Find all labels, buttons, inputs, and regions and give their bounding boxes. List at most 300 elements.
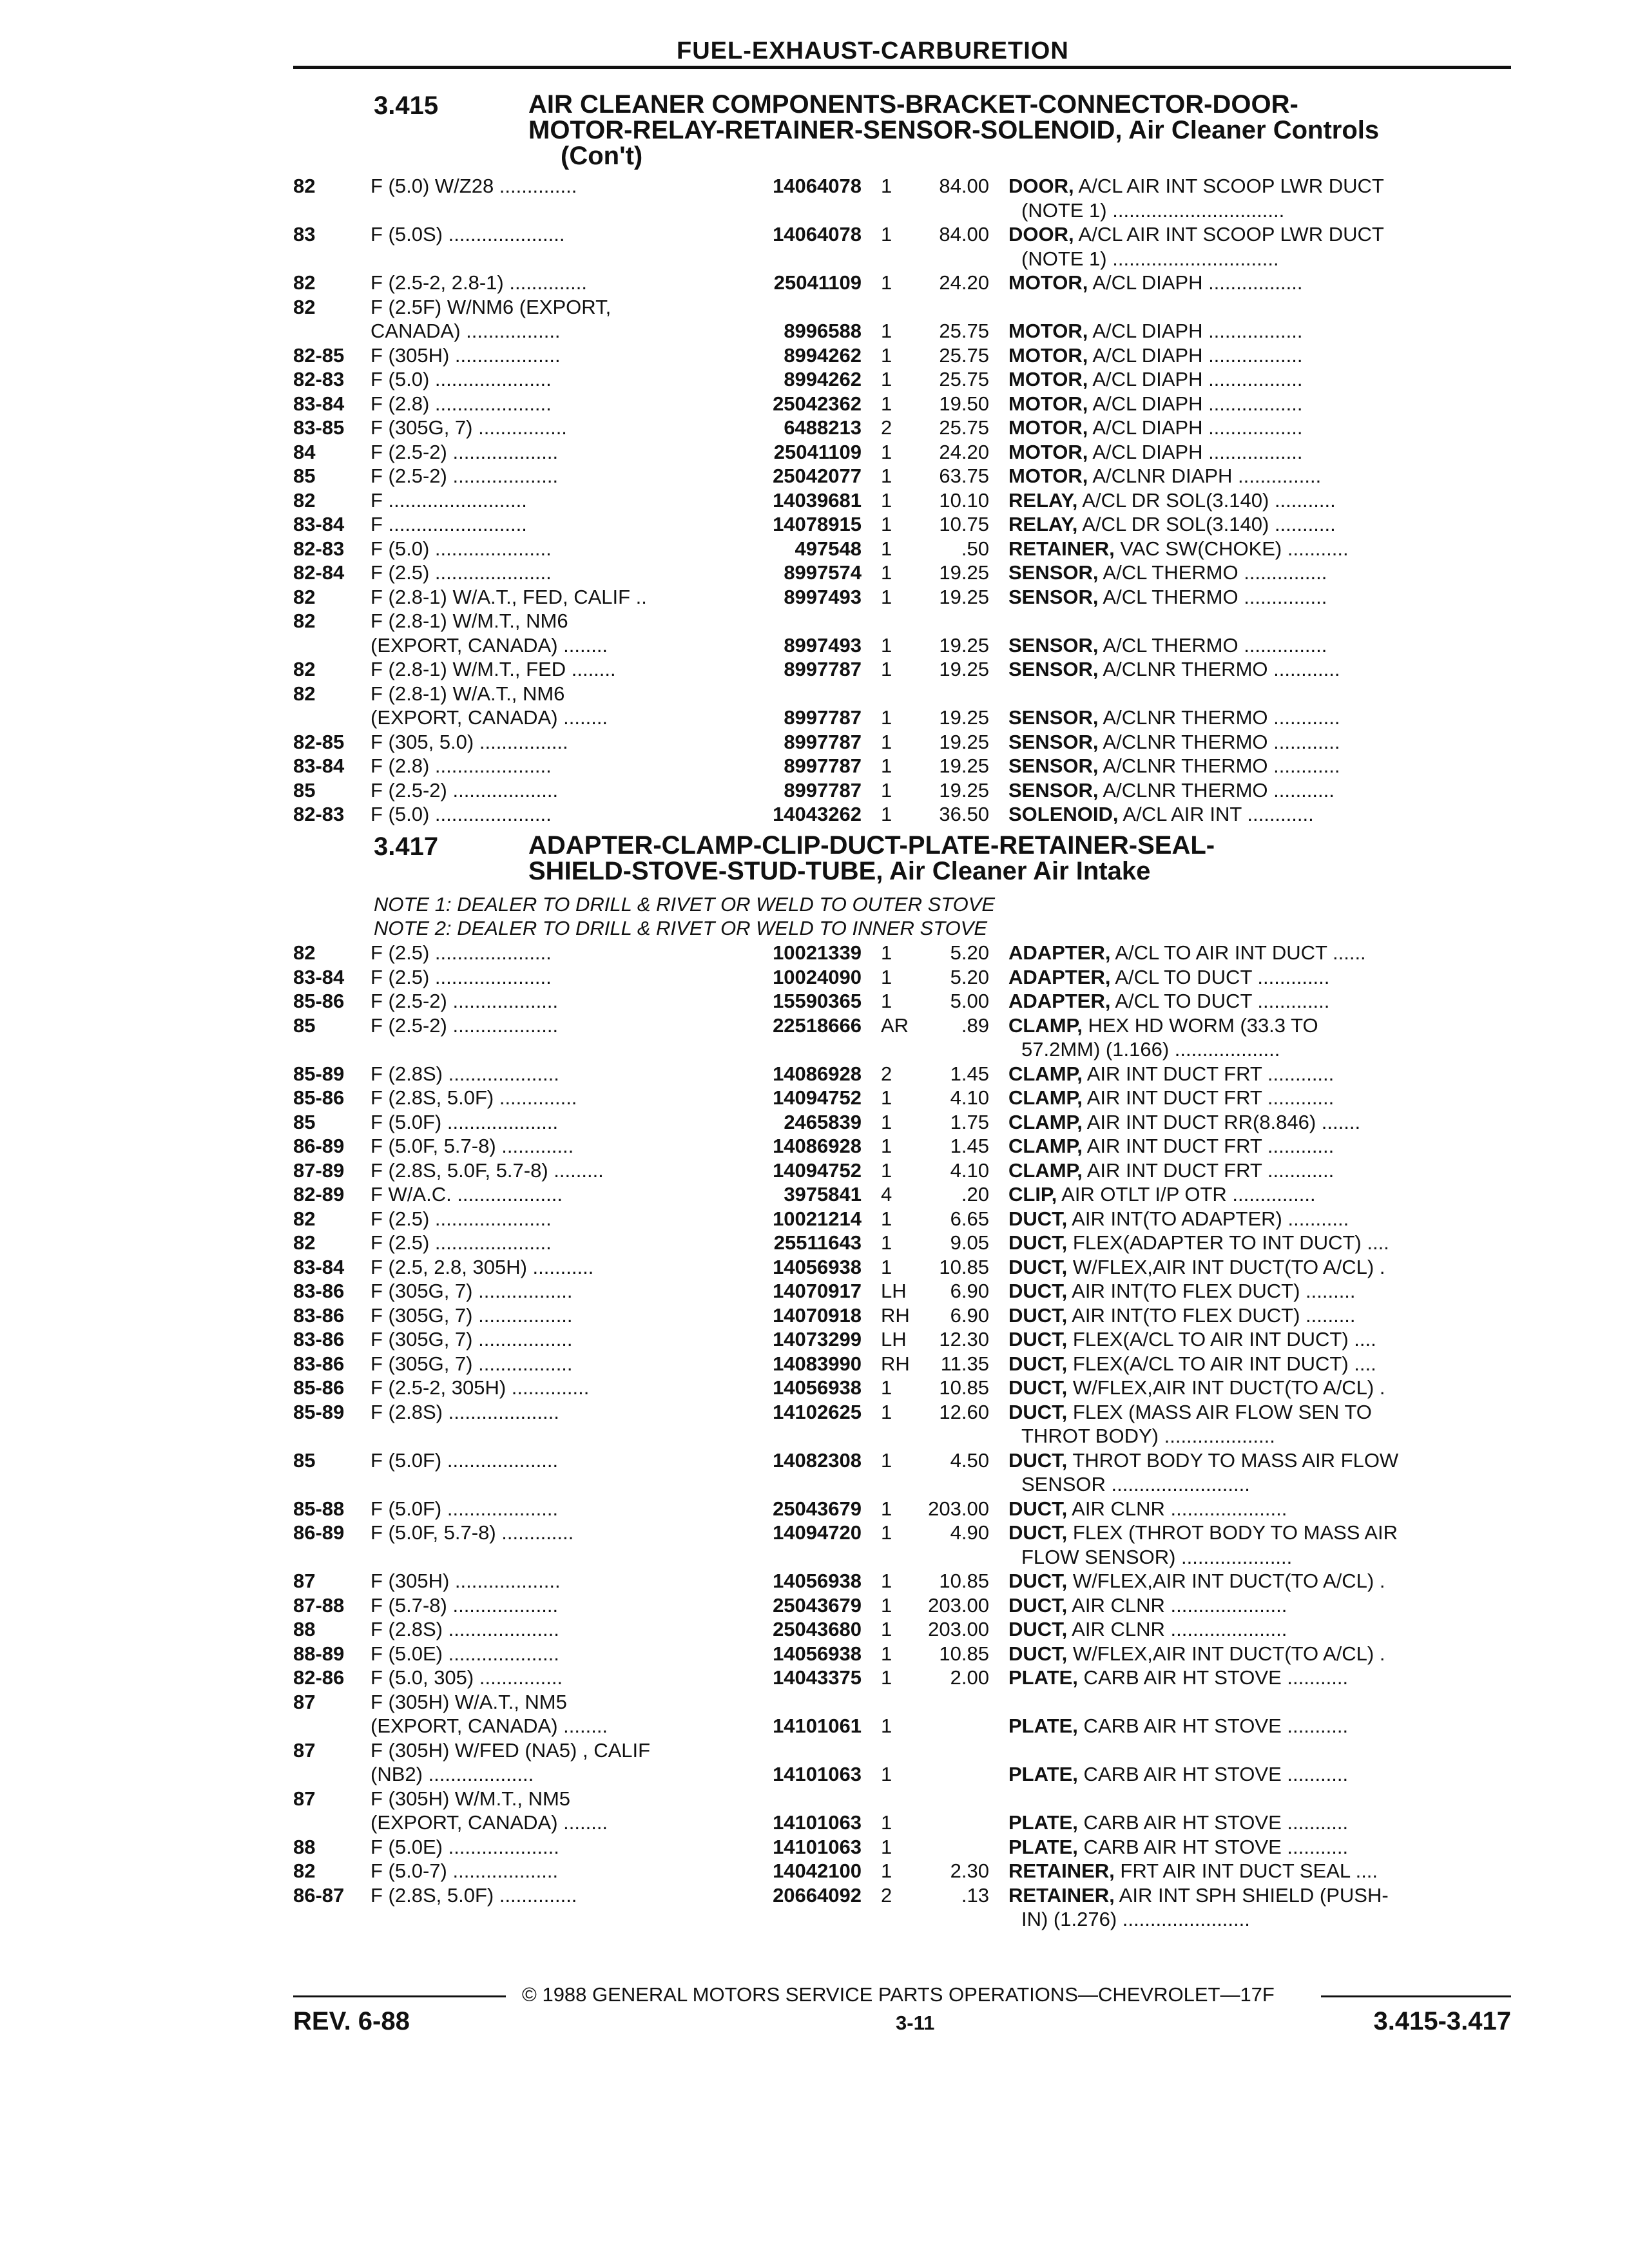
model-application: F (5.0-7) ................... xyxy=(371,1860,559,1882)
price: 25.75 xyxy=(939,320,989,342)
part-number: 14056938 xyxy=(773,1570,862,1592)
quantity: 1 xyxy=(881,803,892,825)
price: 4.50 xyxy=(950,1448,989,1472)
year-range: 83-86 xyxy=(293,1303,345,1327)
description xyxy=(1002,1811,1505,1835)
description xyxy=(1002,1134,1505,1158)
part-number: 25043679 xyxy=(773,1593,862,1617)
table-row xyxy=(293,1182,1511,1207)
price: 24.20 xyxy=(939,440,989,463)
year-range: 83-85 xyxy=(293,416,345,439)
part-number: 14070917 xyxy=(773,1280,862,1302)
quantity: 1 xyxy=(881,633,892,657)
description xyxy=(1002,1593,1505,1618)
quantity: 1 xyxy=(881,1376,892,1399)
part-number: 14082308 xyxy=(773,1448,862,1472)
description xyxy=(1002,1714,1505,1738)
table-row xyxy=(293,367,1511,392)
model-application: F (5.0) ..................... xyxy=(371,368,552,390)
model-application: F (5.0F, 5.7-8) ............. xyxy=(371,1135,574,1157)
part-number: 25511643 xyxy=(773,1231,862,1254)
description-keyword: RETAINER, xyxy=(1008,537,1115,560)
quantity xyxy=(867,1472,905,1497)
description xyxy=(1002,392,1505,416)
table-row xyxy=(293,392,1511,416)
model-application: F (5.0) ..................... xyxy=(371,537,552,560)
quantity: 1 xyxy=(881,440,892,463)
description-text: AIR INT DUCT FRT ............ xyxy=(1082,1062,1335,1085)
description xyxy=(1002,1014,1505,1038)
price xyxy=(905,1811,1002,1835)
model-application: F (5.7-8) ................... xyxy=(371,1593,559,1617)
price xyxy=(905,1424,1002,1448)
part-number: 14042100 xyxy=(773,1860,862,1882)
description-text: FLEX(ADAPTER TO INT DUCT) .... xyxy=(1067,1231,1389,1254)
table-row xyxy=(293,343,1511,368)
table-row xyxy=(293,1883,1511,1908)
quantity: 1 xyxy=(881,1135,892,1157)
price: 6.90 xyxy=(950,1303,989,1327)
year-range xyxy=(293,1907,371,1932)
year-range: 87-88 xyxy=(293,1593,345,1617)
description xyxy=(1002,1207,1505,1231)
table-row xyxy=(293,585,1511,610)
quantity: 2 xyxy=(881,416,892,439)
description-keyword: PLATE, xyxy=(1008,1811,1078,1834)
price: 11.35 xyxy=(940,1352,989,1375)
description-text: A/CL AIR INT ............ xyxy=(1118,803,1314,825)
quantity: 1 xyxy=(881,1715,892,1737)
description xyxy=(1002,416,1505,440)
description-text: A/CL TO DUCT ............. xyxy=(1110,965,1330,988)
model-application: F (2.8-1) W/A.T., NM6 xyxy=(371,682,565,705)
quantity: 1 xyxy=(881,320,892,342)
description xyxy=(1002,1883,1505,1908)
description xyxy=(1002,1158,1505,1183)
year-range: 82-84 xyxy=(293,561,345,584)
part-number: 14086928 xyxy=(773,1135,862,1157)
section-title xyxy=(528,832,1508,884)
description-text: 57.2MM) (1.166) ................... xyxy=(1021,1038,1280,1061)
description-keyword: SOLENOID, xyxy=(1008,803,1119,825)
description-text: VAC SW(CHOKE) ........... xyxy=(1114,537,1349,560)
description-text: A/CL DIAPH ................. xyxy=(1088,416,1303,439)
year-range xyxy=(293,1545,371,1570)
part-number: 25043679 xyxy=(773,1497,862,1520)
year-range: 85-89 xyxy=(293,1400,345,1423)
quantity: LH xyxy=(881,1280,907,1302)
year-range: 88 xyxy=(293,1618,316,1640)
price: 19.25 xyxy=(939,706,989,729)
year-range: 82 xyxy=(293,658,316,680)
year-range: 86-89 xyxy=(293,1135,345,1157)
part-number: 14094752 xyxy=(773,1086,862,1109)
model-application: F W/A.C. ................... xyxy=(371,1183,563,1206)
model-application: F (2.8S) .................... xyxy=(371,1400,559,1423)
table-row xyxy=(293,222,1511,247)
price xyxy=(905,198,1002,223)
note-2: NOTE 2: DEALER TO DRILL & RIVET OR WELD TO INNER STOVE xyxy=(374,917,988,939)
year-range: 85-88 xyxy=(293,1497,345,1520)
price xyxy=(905,1472,1002,1497)
price xyxy=(905,295,1002,320)
description-keyword: MOTOR, xyxy=(1008,392,1088,415)
table-row xyxy=(293,198,1511,223)
model-application: F ......................... xyxy=(371,513,527,535)
description-text: AIR CLNR ..................... xyxy=(1067,1618,1287,1640)
quantity: 1 xyxy=(881,1618,892,1640)
year-range: 83-86 xyxy=(293,1328,345,1350)
part-number: 8997787 xyxy=(784,754,862,777)
description xyxy=(1002,754,1505,778)
table-row xyxy=(293,706,1511,730)
model-application: F (2.5) ..................... xyxy=(371,561,552,584)
description-keyword: RETAINER, xyxy=(1008,1860,1115,1882)
section-title-line1: ADAPTER-CLAMP-CLIP-DUCT-PLATE-RETAINER-SEAL- xyxy=(528,831,1215,860)
price: 4.10 xyxy=(950,1086,989,1109)
description-text: A/CL DIAPH ................. xyxy=(1088,320,1303,342)
description-text: IN) (1.276) ....................... xyxy=(1021,1908,1250,1930)
description-text: A/CLNR THERMO ........... xyxy=(1098,778,1335,802)
quantity: 1 xyxy=(881,754,892,777)
price: 4.10 xyxy=(950,1158,989,1182)
price: 10.85 xyxy=(939,1255,989,1278)
model-application: F (2.8S) .................... xyxy=(371,1062,559,1085)
description-keyword: MOTOR, xyxy=(1008,368,1088,390)
model-application: F (2.5) ..................... xyxy=(371,965,552,988)
description xyxy=(1002,965,1505,990)
year-range xyxy=(293,247,371,271)
part-number xyxy=(731,1424,867,1448)
description-keyword: DUCT, xyxy=(1008,1231,1068,1254)
price: 10.85 xyxy=(939,1376,989,1399)
year-range: 87 xyxy=(293,1787,316,1810)
page-section-range: 3.415-3.417 xyxy=(1373,2007,1511,2035)
description-text: FLEX (MASS AIR FLOW SEN TO xyxy=(1067,1400,1372,1423)
description-text: A/CL DIAPH ................. xyxy=(1088,368,1303,390)
price xyxy=(905,1835,1002,1860)
description xyxy=(1002,1062,1505,1086)
part-number: 3975841 xyxy=(784,1183,862,1206)
model-application: F (5.0) ..................... xyxy=(371,803,552,825)
table-row xyxy=(293,1376,1511,1400)
quantity xyxy=(867,247,905,271)
year-range: 82-85 xyxy=(293,343,345,367)
table-row xyxy=(293,440,1511,465)
table-row xyxy=(293,1593,1511,1618)
table-row xyxy=(293,1811,1511,1835)
part-number xyxy=(731,295,867,320)
price: 9.05 xyxy=(950,1231,989,1254)
table-row xyxy=(293,989,1511,1014)
part-number xyxy=(731,1545,867,1570)
table-row xyxy=(293,1448,1511,1473)
year-range: 87 xyxy=(293,1570,316,1592)
description-text: FLEX (THROT BODY TO MASS AIR xyxy=(1067,1521,1398,1544)
footer-rule-right xyxy=(1321,1995,1511,1997)
quantity: 1 xyxy=(881,223,892,245)
part-number: 6488213 xyxy=(784,416,862,439)
description-keyword: CLAMP, xyxy=(1008,1086,1083,1109)
table-row xyxy=(293,1666,1511,1690)
model-application: F (305G, 7) ................. xyxy=(371,1328,573,1350)
price: 10.10 xyxy=(939,488,989,512)
copyright-notice: © 1988 GENERAL MOTORS SERVICE PARTS OPERATIONS—CHEVROLET—17F xyxy=(522,1983,1275,2006)
description xyxy=(1002,1110,1505,1135)
quantity: 1 xyxy=(881,271,892,294)
price: 84.00 xyxy=(939,175,989,197)
table-row xyxy=(293,1327,1511,1352)
price: 19.25 xyxy=(939,778,989,802)
description-text: A/CL THERMO ............... xyxy=(1098,633,1327,657)
description xyxy=(1002,1255,1505,1280)
price xyxy=(905,609,1002,633)
description-text: A/CL DIAPH ................. xyxy=(1088,271,1303,294)
description xyxy=(1002,585,1505,610)
table-row xyxy=(293,1835,1511,1860)
model-application: F (2.8S, 5.0F) .............. xyxy=(371,1086,577,1109)
price: 4.90 xyxy=(950,1521,989,1544)
description-keyword: DUCT, xyxy=(1008,1400,1068,1423)
description-text: AIR CLNR ..................... xyxy=(1067,1593,1287,1617)
table-row xyxy=(293,1521,1511,1545)
quantity xyxy=(867,682,905,706)
description-text xyxy=(1008,1787,1021,1810)
part-number: 14039681 xyxy=(773,488,862,512)
table-row xyxy=(293,1617,1511,1642)
quantity: 1 xyxy=(881,1158,892,1182)
part-number: 14102625 xyxy=(773,1400,862,1423)
part-number: 14043262 xyxy=(773,803,862,825)
header-rule xyxy=(293,66,1511,69)
description-keyword: CLAMP, xyxy=(1008,1014,1083,1037)
description xyxy=(1002,1642,1505,1666)
table-row xyxy=(293,1472,1511,1497)
table-row xyxy=(293,682,1511,706)
quantity: 1 xyxy=(881,1400,892,1423)
description xyxy=(1002,247,1505,271)
price: 12.30 xyxy=(939,1328,989,1350)
model-application: F (2.5-2, 305H) .............. xyxy=(371,1376,590,1399)
description-keyword: PLATE, xyxy=(1008,1763,1078,1785)
year-range xyxy=(293,1424,371,1448)
model-application: (EXPORT, CANADA) ........ xyxy=(371,706,608,729)
description-text: FLEX(A/CL TO AIR INT DUCT) .... xyxy=(1067,1352,1376,1375)
price: 6.90 xyxy=(950,1280,989,1302)
model-application: F (5.0E) .................... xyxy=(371,1642,559,1665)
part-number xyxy=(731,609,867,633)
description xyxy=(1002,1424,1505,1448)
description xyxy=(1002,1448,1505,1473)
description-text: CARB AIR HT STOVE ........... xyxy=(1077,1666,1349,1689)
description-keyword: MOTOR, xyxy=(1008,465,1088,487)
model-application: F (5.0F) .................... xyxy=(371,1110,559,1133)
year-range: 85 xyxy=(293,1110,316,1133)
part-number: 8997787 xyxy=(784,778,862,802)
quantity: 2 xyxy=(881,1062,892,1085)
quantity xyxy=(867,1037,905,1062)
model-application: F (5.0) W/Z28 .............. xyxy=(371,175,577,197)
description-text: AIR OTLT I/P OTR ............... xyxy=(1057,1183,1316,1206)
quantity: 1 xyxy=(881,368,892,390)
year-range: 88-89 xyxy=(293,1642,345,1665)
part-number: 20664092 xyxy=(773,1883,862,1907)
price: 203.00 xyxy=(928,1593,989,1617)
description-keyword: PLATE, xyxy=(1008,1666,1078,1689)
description xyxy=(1002,1231,1505,1255)
table-row xyxy=(293,537,1511,561)
description-keyword: SENSOR, xyxy=(1008,561,1099,584)
description-text: SENSOR ......................... xyxy=(1021,1473,1250,1495)
model-application: F ......................... xyxy=(371,488,527,512)
description xyxy=(1002,633,1505,658)
year-range: 88 xyxy=(293,1835,316,1858)
part-number: 14094720 xyxy=(773,1521,862,1544)
description-text: HEX HD WORM (33.3 TO xyxy=(1082,1014,1318,1037)
quantity: RH xyxy=(881,1352,910,1375)
quantity: 1 xyxy=(881,343,892,367)
price: 36.50 xyxy=(939,803,989,825)
year-range: 82-83 xyxy=(293,537,345,560)
part-number xyxy=(731,1037,867,1062)
model-application: F (2.5-2) ................... xyxy=(371,990,559,1012)
description xyxy=(1002,1497,1505,1521)
year-range: 82 xyxy=(293,271,316,294)
description-keyword: DUCT, xyxy=(1008,1376,1068,1399)
part-number xyxy=(731,1690,867,1715)
quantity: RH xyxy=(881,1303,910,1327)
description-text: AIR INT SPH SHIELD (PUSH- xyxy=(1114,1883,1389,1907)
quantity: 1 xyxy=(881,1110,892,1133)
quantity xyxy=(867,1787,905,1811)
model-application: F (305H) ................... xyxy=(371,343,561,367)
part-number: 8997787 xyxy=(784,658,862,680)
quantity xyxy=(867,1738,905,1763)
description xyxy=(1002,1738,1505,1763)
description-text: AIR INT(TO ADAPTER) ........... xyxy=(1067,1207,1349,1230)
description-keyword: SENSOR, xyxy=(1008,585,1099,608)
description-text: CARB AIR HT STOVE ........... xyxy=(1077,1811,1349,1834)
part-number: 14070918 xyxy=(773,1303,862,1327)
description-text: AIR INT DUCT RR(8.846) ....... xyxy=(1082,1110,1361,1133)
quantity: 1 xyxy=(881,730,892,753)
price: 12.60 xyxy=(939,1400,989,1423)
table-row xyxy=(293,319,1511,343)
model-application: F (305H) W/A.T., NM5 xyxy=(371,1690,567,1713)
table-row xyxy=(293,561,1511,585)
table-row xyxy=(293,1158,1511,1183)
description xyxy=(1002,1521,1505,1545)
description xyxy=(1002,730,1505,754)
part-number xyxy=(731,1907,867,1932)
model-application: F (2.5-2) ................... xyxy=(371,440,559,463)
model-application: F (2.5, 2.8, 305H) ........... xyxy=(371,1255,594,1278)
year-range: 87 xyxy=(293,1690,316,1713)
year-range: 85-86 xyxy=(293,990,345,1012)
model-application: F (2.8-1) W/M.T., NM6 xyxy=(371,610,568,632)
description-text: THROT BODY) .................... xyxy=(1021,1425,1275,1447)
description-keyword: MOTOR, xyxy=(1008,271,1088,294)
description-keyword: CLAMP, xyxy=(1008,1062,1083,1085)
year-range xyxy=(293,706,371,730)
description-text: A/CL DIAPH ................. xyxy=(1088,343,1303,367)
description xyxy=(1002,1327,1505,1352)
description-text: A/CL THERMO ............... xyxy=(1098,585,1327,608)
price xyxy=(905,682,1002,706)
description-keyword: DUCT, xyxy=(1008,1618,1068,1640)
description xyxy=(1002,682,1505,706)
model-application xyxy=(371,247,731,271)
description xyxy=(1002,989,1505,1014)
description xyxy=(1002,1182,1505,1207)
model-application: (EXPORT, CANADA) ........ xyxy=(371,633,608,657)
year-range: 85-86 xyxy=(293,1086,345,1109)
table-row xyxy=(293,609,1511,633)
quantity: 2 xyxy=(881,1883,892,1907)
model-application: F (305G, 7) ................ xyxy=(371,416,567,439)
description-text: CARB AIR HT STOVE ........... xyxy=(1077,1715,1349,1737)
price: .89 xyxy=(961,1014,989,1037)
section-3-417-parts-table xyxy=(293,941,1511,1932)
description-keyword: CLAMP, xyxy=(1008,1158,1083,1182)
description xyxy=(1002,295,1505,320)
description xyxy=(1002,537,1505,561)
quantity: 1 xyxy=(881,658,892,680)
description-keyword: MOTOR, xyxy=(1008,440,1088,463)
description-keyword: MOTOR, xyxy=(1008,343,1088,367)
part-number: 14094752 xyxy=(773,1158,862,1182)
description-keyword: RELAY, xyxy=(1008,488,1078,512)
model-application: F (2.8S) .................... xyxy=(371,1618,559,1640)
description-keyword: MOTOR, xyxy=(1008,320,1088,342)
table-row xyxy=(293,1424,1511,1448)
table-row xyxy=(293,633,1511,658)
description-text xyxy=(1008,682,1021,705)
price: 1.75 xyxy=(950,1110,989,1133)
description xyxy=(1002,706,1505,730)
description xyxy=(1002,1859,1505,1883)
part-number xyxy=(731,1738,867,1763)
quantity: 1 xyxy=(881,1570,892,1592)
year-range xyxy=(293,633,371,658)
model-application: F (5.0F, 5.7-8) ............. xyxy=(371,1521,574,1544)
part-number: 8997787 xyxy=(784,730,862,753)
year-range: 83-84 xyxy=(293,1255,345,1278)
part-number xyxy=(731,1787,867,1811)
model-application: F (5.0S) ..................... xyxy=(371,223,565,245)
part-number: 8997493 xyxy=(784,585,862,608)
part-number: 14101063 xyxy=(773,1811,862,1834)
table-row xyxy=(293,1569,1511,1593)
quantity xyxy=(867,1545,905,1570)
model-application: F (305H) ................... xyxy=(371,1570,561,1592)
description-text: A/CLNR THERMO ............ xyxy=(1098,754,1340,777)
year-range: 82 xyxy=(293,682,316,705)
description-text: A/CL DR SOL(3.140) ........... xyxy=(1077,488,1336,512)
description-text: FLEX(A/CL TO AIR INT DUCT) .... xyxy=(1067,1328,1376,1350)
table-row xyxy=(293,1400,1511,1425)
price: 5.00 xyxy=(950,990,989,1012)
description-text: A/CL DR SOL(3.140) ........... xyxy=(1077,513,1336,535)
year-range: 87 xyxy=(293,1738,316,1762)
year-range: 83-84 xyxy=(293,754,345,777)
quantity: 1 xyxy=(881,1666,892,1689)
table-row xyxy=(293,1037,1511,1062)
price xyxy=(905,1907,1002,1932)
part-number: 497548 xyxy=(795,537,862,560)
year-range: 82-86 xyxy=(293,1666,345,1689)
price: 19.25 xyxy=(939,585,989,608)
